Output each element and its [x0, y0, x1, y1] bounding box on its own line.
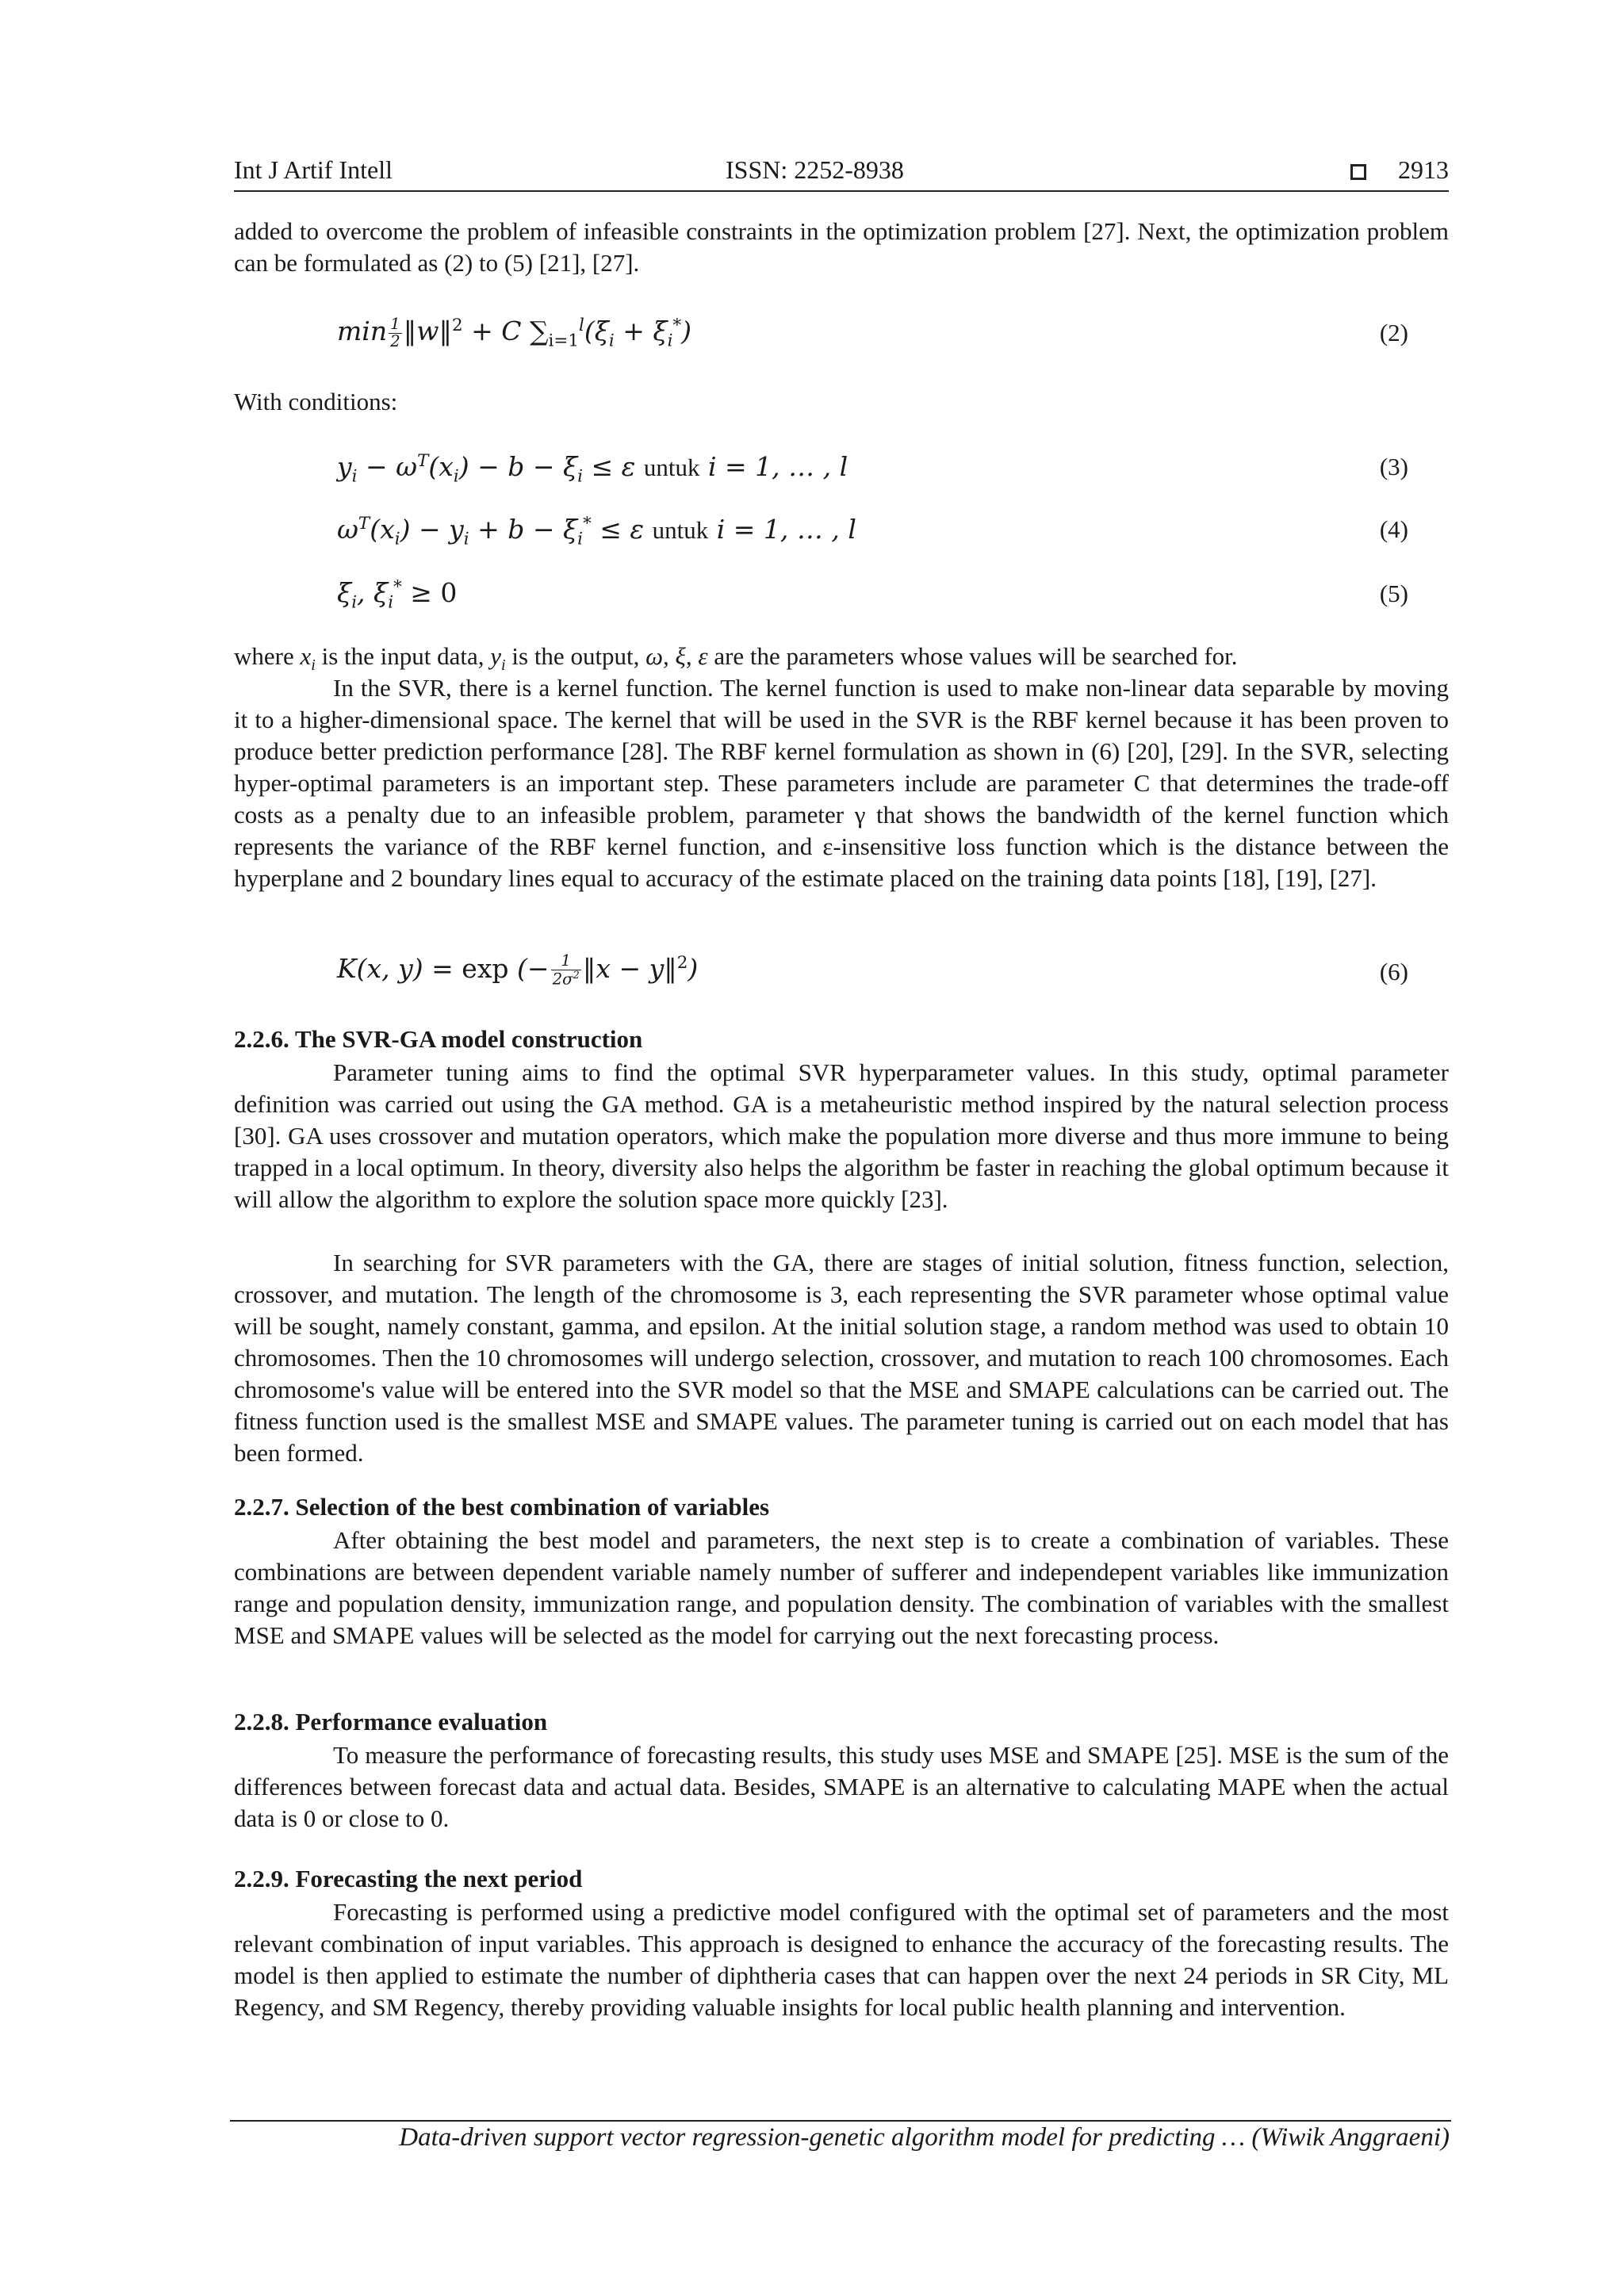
equation-4-word: untuk [652, 516, 709, 544]
equation-3-number: (3) [1379, 453, 1408, 480]
with-conditions-label: With conditions: [234, 388, 398, 415]
equation-2: min $\frac{1}{2}$ ‖w‖$^2$ + C $\sum_{i=1}^l(\xi_i + \xi_i^*)$ [337, 314, 692, 351]
equation-4-number: (4) [1379, 515, 1408, 543]
issn: ISSN: 2252-8938 [726, 155, 904, 184]
running-header [234, 155, 1449, 192]
heading-2-2-7: 2.2.7. Selection of the best combination of variables [234, 1493, 770, 1521]
section-2-2-7-paragraph: After obtaining the best model and parameters, the next step is to create a combination of variables. These combinations are between dependent variable namely number of sufferer and independepent variables like immunization range and population density, immunization range, and population density. The combination of variables with the smallest MSE and SMAPE values will be selected as the model for carrying out the next forecasting process. [234, 1526, 1449, 1649]
heading-2-2-9: 2.2.9. Forecasting the next period [234, 1865, 583, 1892]
equation-3-word: untuk [643, 453, 700, 481]
intro-paragraph: added to overcome the problem of infeasible constraints in the optimization problem [27]. Next, the optimization problem can be formulated as (2) to (5) [21], [27]. [234, 217, 1449, 277]
svr-paragraph: In the SVR, there is a kernel function. The kernel function is used to make non-linear data separable by moving it to a higher-dimensional space. The kernel that will be used in the SVR is the RBF kernel because it has been proven to produce better prediction performance [28]. The RBF kernel formulation as shown in (6) [20], [29]. In the SVR, selecting hyper-optimal parameters is an important step. These parameters include are parameter C that determines the trade-off costs as a penalty due to an infeasible problem, parameter γ that shows the bandwidth of the kernel function which represents the variance of the RBF kernel function, and ε-insensitive loss function which is the distance between the hyperplane and 2 boundary lines equal to accuracy of the estimate placed on the training data points [18], [19], [27]. [234, 674, 1449, 892]
heading-2-2-6: 2.2.6. The SVR-GA model construction [234, 1025, 643, 1053]
equation-5: $\xi_i$, $\xi_i^* \ge 0$ [337, 577, 458, 613]
equation-6-func: exp [462, 953, 509, 985]
heading-2-2-8: 2.2.8. Performance evaluation [234, 1708, 548, 1735]
equation-6: K(x, y) = exp (− $\frac{1}{2\sigma^2}$ ‖x − y‖$^2$) [337, 951, 699, 989]
section-2-2-6-paragraph-1: Parameter tuning aims to find the optimal SVR hyperparameter values. In this study, optimal parameter definition was carried out using the GA method. GA is a metaheuristic method inspired by the natural selection process [30]. GA uses crossover and mutation operators, which make the population more diverse and thus more immune to being trapped in a local optimum. In theory, diversity also helps the algorithm be faster in reaching the global optimum because it will allow the algorithm to explore the solution space more quickly [23]. [234, 1058, 1449, 1213]
equation-5-number: (5) [1379, 580, 1408, 607]
equation-3: $y_i - \omega^T(x_i) - b - \xi_i \le \varepsilon$ untuk i = 1, … , l [337, 451, 848, 487]
equation-2-number: (2) [1379, 319, 1408, 346]
section-2-2-8-paragraph: To measure the performance of forecasting results, this study uses MSE and SMAPE [25]. MSE is the sum of the differences between forecast data and actual data. Besides, SMAPE is an alternative to calculating MAPE when the actual data is 0 or close to 0. [234, 1741, 1449, 1832]
page-number-block [1350, 155, 1449, 185]
square-icon [1350, 164, 1366, 180]
equation-4: $\omega^T(x_i) - y_i + b - \xi_i^* \le \varepsilon$ untuk i = 1, … , l [337, 514, 856, 549]
page-number: 2913 [1398, 155, 1449, 184]
section-2-2-6-paragraph-2: In searching for SVR parameters with the GA, there are stages of initial solution, fitness function, selection, crossover, and mutation. The length of the chromosome is 3, each representing the SVR parameter whose optimal value will be sought, namely constant, gamma, and epsilon. At the initial solution stage, a random method was used to obtain 10 chromosomes. Then the 10 chromosomes will undergo selection, crossover, and mutation to reach 100 chromosomes. Each chromosome's value will be entered into the SVR model so that the MSE and SMAPE calculations can be carried out. The fitness function used is the smallest MSE and SMAPE values. The parameter tuning is carried out on each model that has been formed. [234, 1249, 1449, 1467]
footer-rule [230, 2120, 1451, 2122]
journal-name: Int J Artif Intell [234, 155, 393, 184]
running-footer: Data-driven support vector regression-genetic algorithm model for predicting … (Wiwik Anggraeni) [399, 2123, 1450, 2152]
equation-6-number: (6) [1379, 958, 1408, 985]
where-line: where $x_i$ is the input data, $y_i$ is the output, ω, ξ, ε are the parameters whose values will be searched for. [234, 642, 1238, 675]
section-2-2-9-paragraph: Forecasting is performed using a predictive model configured with the optimal set of parameters and the most relevant combination of input variables. This approach is designed to enhance the accuracy of the forecasting results. The model is then applied to estimate the number of diphtheria cases that can happen over the next 24 periods in SR City, ML Regency, and SM Regency, thereby providing valuable insights for local public health planning and intervention. [234, 1898, 1449, 2021]
